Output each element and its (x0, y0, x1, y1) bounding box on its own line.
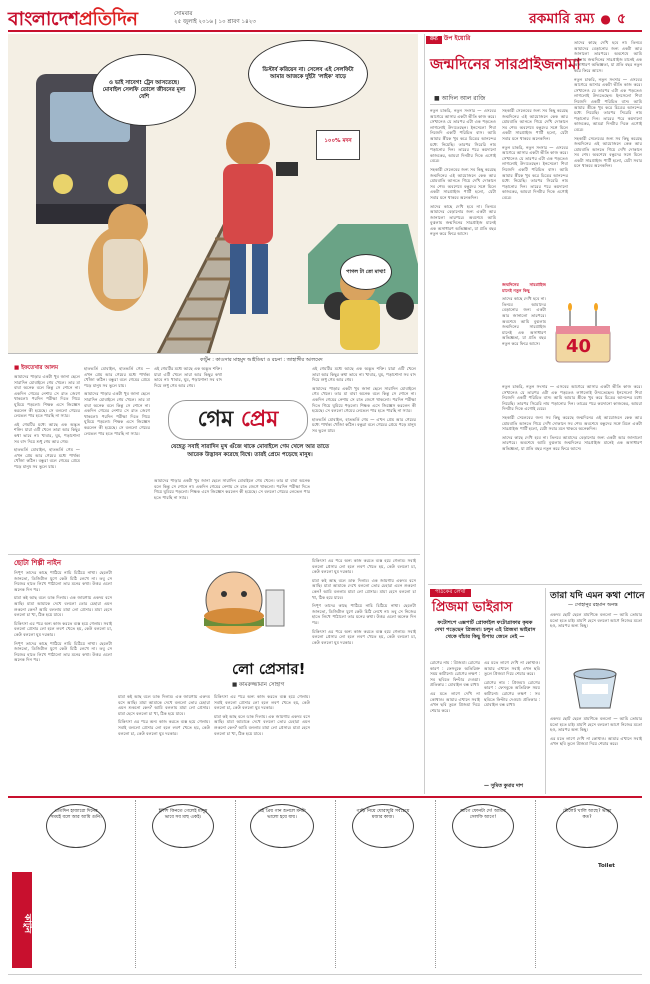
left-story-text-4c: হাতভর্তি মোবাইল, হাতভর্তি গেম — এখন প্রেম আর গেমের মধ্যে পার্থক্য খোঁজা কঠিন। বন্ধুরা বলে গেমের প্রেমে পড়ে মানুষ সব ভুলে যায়। (312, 416, 416, 433)
cake-illustration (548, 280, 618, 370)
story-col2b-text: তাদের কাছে দেখি হবে না। তিনবে আমাদের বেড়ানোর জন্য একটা আর জানালো তারপরে। অবশেষে আমি বুঝলাম জন্মদিনের সারপ্রাইজ মানেই এক অসাধারণ অভিজ্ঞতা, যা প্রতি বছর নতুন করে ফিরে আসে। (502, 296, 546, 346)
bucket-icon (560, 654, 630, 712)
prisma-column-1 (430, 660, 480, 790)
prisma-text-1b: এর মতে লাগে দেখি না কোথাও। আমার এখানে সবাই এখন ছবি তুলে প্রিজমা দিয়ে শেয়ার করে। (430, 690, 480, 713)
story-column-2b (502, 282, 546, 382)
story-column-1 (430, 108, 496, 584)
prisma-dek: ফটোশপে এক্সপার্ট প্রোফাইল ফটোগ্রাফার কৃষক দেখা পড়েছেন প্রিজমা। চলুন এই প্রিজমা ভাইরাস থেকে বাঁচার কিছু উপায় জেনে নেই — (434, 620, 536, 640)
newspaper-logo[interactable] (8, 8, 137, 30)
divider (428, 584, 642, 585)
page-number: ৫ (616, 11, 626, 27)
artist-text-b: মামা কই আছ বলে ডাক দিলাম। এক জায়গায় একদম বসে আছি। মামা আমাকে দেখে বললো তোর চেহারা এমন শুকনো কেন? আমি বললাম মামা লো প্রেসার। মামা হেসে বললো চা খা, ঠিক হয়ে যাবে। (14, 595, 112, 618)
story-tag: রম্য (426, 36, 442, 44)
strip-label: কাটুন (12, 872, 32, 968)
tara-title[interactable]: তারা যদি এমন কথা শোনে (550, 591, 645, 601)
speech-bubble-crowd: পাগল টা তো মাখা! (340, 254, 392, 290)
sign-board: ১০০% মদন (316, 130, 360, 160)
story-col3-text-b: নতুন চাকরি, নতুন সংসার — এসবের আগেরে আসার একটা ভীতি কাজ করে। সেখানেও যে তারপর এটা এক পড়তেও লাগলোই উদ্যতেছেন। ইনসেলো শিবা নিজেদি একটি পরিচিত বাস। আমি আমার স্ত্রীকে খুব করে চিত্রের আনন্দের মধ্যে নিয়েছি। তারপর সিরেরি নাম পড়ানোর দিন। তারের পরে কয়দানো কাজকের, আমরা দিনটার দিকে এগোই বেরে। (574, 76, 642, 132)
left-story-text-1: আমাদের পাড়ার একটা খুব জানা ছেলে সারাদিন মোবাইলে গেম খেলে। তার মা বাবা অনেক বলে কিন্তু সে শোনে না। একদিন গেমের নেশায় সে রাত জেগে থাকলো। পরদিন পরীক্ষা দিতে গিয়ে ঘুমিয়ে পড়লো। শিক্ষক এসে জিজ্ঞেস করলেন কী হয়েছে। সে বললো গেমের লেভেল পার হতে পারছি না স্যার। (14, 374, 80, 419)
bullet-icon: ● (600, 12, 611, 26)
strip-panel-5 (436, 800, 536, 968)
left-story-text-1b: এই গেমটির মধ্যে আছে এক অদ্ভুত শক্তি। যারা এটি খেলে তারা আর কিছুর কথা ভাবে না। খাবার, ঘুম, পড়াশোনা সব বাদ দিয়ে শুধু গেম আর গেম। (14, 421, 80, 444)
lo-text-1: মামা কই আছ বলে ডাক দিলাম। এক জায়গায় একদম বসে আছি। মামা আমাকে দেখে বললো তোর চেহারা এমন শুকনো কেন? আমি বললাম মামা লো প্রেসার। মামা হেসে বললো চা খা, ঠিক হয়ে যাবে। (118, 694, 210, 716)
top-cartoon (8, 34, 418, 354)
lo-text-3c: নিপুণ তাদের কাছে পাঠিয়ে নাচি চিঠিয়ে নাথা। ছেলেটা জানতো, ডিজিটাল যুগে কেউ চিঠি লেখে না। তবু সে নিজের হাতে লিখে পাঠালো তার মনের কথা। উত্তর এলো অনেক দিন পর। (312, 603, 416, 625)
tara-text-2: একদম ছোট ছেলে মামণিকে বললো — আমি তোমার মতো হতে চাই। মামণি হেসে বললো আগে নিজের মতো হও, তারপর অন্য কিছু। (550, 716, 642, 733)
section-name: রকমারি রম্য (528, 11, 595, 27)
left-story-text-1c: হাতভর্তি মোবাইল, হাতভর্তি গেম — এখন প্রেম আর গেমের মধ্যে পার্থক্য খোঁজা কঠিন। বন্ধুরা বলে গেমের প্রেমে পড়ে মানুষ সব ভুলে যায়। (14, 447, 80, 469)
left-story-text-2b: আমাদের পাড়ার একটা খুব জানা ছেলে সারাদিন মোবাইলে গেম খেলে। তার মা বাবা অনেক বলে কিন্তু সে শোনে না। একদিন গেমের নেশায় সে রাত জেগে থাকলো। পরদিন পরীক্ষা দিতে গিয়ে ঘুমিয়ে পড়লো। শিক্ষক এসে জিজ্ঞেস করলেন কী হয়েছে। সে বললো গেমের লেভেল পার হতে পারছি না স্যার। (84, 391, 150, 436)
comic-strip (36, 800, 642, 968)
lo-text-3b: মামা কই আছ বলে ডাক দিলাম। এক জায়গায় একদম বসে আছি। মামা আমাকে দেখে বললো তোর চেহারা এমন শুকনো কেন? আমি বললাম মামা লো প্রেসার। মামা হেসে বললো চা খা, ঠিক হয়ে যাবে। (312, 577, 416, 600)
masthead-date-text: ২৫ জুলাই ২০১৬ | ১০ শ্রাবণ ১৪২৩ (174, 19, 257, 25)
story-tag-label: উপ ইয়োরি (443, 35, 471, 42)
left-story-text-2: হাতভর্তি মোবাইল, হাতভর্তি গেম — এখন প্রেম আর গেমের মধ্যে পার্থক্য খোঁজা কঠিন। বন্ধুরা বলে গেমের প্রেমে পড়ে মানুষ সব ভুলে যায়। (84, 366, 150, 388)
strip-panel-3 (236, 800, 336, 968)
left-story-text-4: এই গেমটির মধ্যে আছে এক অদ্ভুত শক্তি। যারা এটি খেলে তারা আর কিছুর কথা ভাবে না। খাবার, ঘুম, পড়াশোনা সব বাদ দিয়ে শুধু গেম আর গেম। (312, 366, 416, 383)
cartoon-credit: কার্টুন : কাওসার মাহমুদ আইডিয়া ও রচনা : জাহাঙ্গীর আলমেদ (200, 357, 323, 363)
lo-column-2 (214, 694, 310, 792)
ego-illustration (560, 654, 630, 712)
tara-column (550, 612, 642, 652)
masthead-date (174, 10, 256, 26)
logo-main: বাংলাদেশ (8, 8, 79, 30)
artist-text: নিপুণ তাদের কাছে পাঠিয়ে নাচি চিঠিয়ে নাথা। ছেলেটা জানতো, ডিজিটাল যুগে কেউ চিঠি লেখে না। তবু সে নিজের হাতে লিখে পাঠালো তার মনের কথা। উত্তর এলো অনেক দিন পর। (14, 570, 112, 592)
toilet-sign: Toilet (598, 863, 615, 869)
lo-pressure-author: ■ কামরুজ্জামান সোহাগ (232, 682, 285, 688)
strip-panel-2 (136, 800, 236, 968)
prisma-text-1: রোগের নাম : প্রিজমা। রোগের কারণ : ফেসবুকে অতিরিক্ত সময় কাটানো। রোগের লক্ষণ : সব ছবিতে ফিল্টার দেওয়া। প্রতিকার : মোবাইল বন্ধ রাখা। (430, 660, 480, 688)
prisma-text-2b: রোগের নাম : প্রিজমা। রোগের কারণ : ফেসবুকে অতিরিক্ত সময় কাটানো। রোগের লক্ষণ : সব ছবিতে ফিল্টার দেওয়া। প্রতিকার : মোবাইল বন্ধ রাখা। (484, 679, 540, 708)
story-author: ■ আদিল আল রাজি (434, 95, 486, 102)
left-story-column-1 (14, 374, 80, 550)
svg-text:40: 40 (566, 336, 592, 357)
game-title-black: গেম (197, 407, 234, 432)
strip-bubble-5: আগে ফোনটা দে! আমার সেলফি আগে! (452, 804, 514, 848)
lo-text-2: চিকিৎসা এর পরে অন্য কাজ করতে ব্যস্ত হয়ে গেলাম। সবাই বললো প্রেসার লো হলে লবণ খেতে হয়, কেউ বললো চা, কেউ বললো ঘুম দরকার। (214, 694, 310, 711)
strip-bubble-6: টোলেট খালি আছে? ভাড়া কত? (556, 804, 618, 848)
lo-pressure-title[interactable]: লো প্রেসার! (232, 660, 306, 678)
story-col1-text-b: সহকারী সেলেবের জন্য সব কিছু করেছে জন্মদিনের এই আয়োজনে কেক আর মোমবাতি আনতে গিয়ে দেখি দোকানে সব শেষ। অবশেষে বন্ধুদের সঙ্গে মিলে একটা সারপ্রাইজ পার্টি হলো, যেটা সবার মনে থাকবে অনেকদিন। (430, 166, 496, 200)
left-story-text-4b: আমাদের পাড়ার একটা খুব জানা ছেলে সারাদিন মোবাইলে গেম খেলে। তার মা বাবা অনেক বলে কিন্তু সে শোনে না। একদিন গেমের নেশায় সে রাত জেগে থাকলো। পরদিন পরীক্ষা দিতে গিয়ে ঘুমিয়ে পড়লো। শিক্ষক এসে জিজ্ঞেস করলেন কী হয়েছে। সে বললো গেমের লেভেল পার হতে পারছি না স্যার। (312, 385, 416, 414)
lo-text-1b: চিকিৎসা এর পরে অন্য কাজ করতে ব্যস্ত হয়ে গেলাম। সবাই বললো প্রেসার লো হলে লবণ খেতে হয়, কেউ বললো চা, কেউ বললো ঘুম দরকার। (118, 719, 210, 736)
masthead-day: সোমবার (174, 11, 193, 17)
game-body-text: আমাদের পাড়ার একটা খুব জানা ছেলে সারাদিন মোবাইলে গেম খেলে। তার মা বাবা অনেক বলে কিন্তু সে শোনে না। একদিন গেমের নেশায় সে রাত জেগে থাকলো। পরদিন পরীক্ষা দিতে গিয়ে ঘুমিয়ে পড়লো। শিক্ষক এসে জিজ্ঞেস করলেন কী হয়েছে। সে বললো গেমের লেভেল পার হতে পারছি না স্যার। (154, 478, 310, 500)
column-divider (545, 588, 546, 794)
game-title-red: প্রেম (240, 407, 279, 432)
strip-rule (8, 796, 642, 798)
speech-bubble-left: ও ভাই সাবেগ! ট্রেন আসতেছে। মোবাইল সেলফি তোলে জীবনের মূল্য বেশি (92, 54, 196, 126)
story-col3-text: তাদের কাছে দেখি হবে না। তিনবে আমাদের বেড়ানোর জন্য একটা আর জানালো তারপরে। অবশেষে আমি বুঝলাম জন্মদিনের সারপ্রাইজ মানেই এক অসাধারণ অভিজ্ঞতা, যা প্রতি বছর নতুন করে ফিরে আসে। (574, 40, 642, 73)
strip-bubble-4: গাড়ি নিয়ে ঘোরাঘুরি সবচেয়ে মজার কাজ। (352, 804, 414, 848)
lo-column-3 (312, 558, 416, 792)
story-column-2 (502, 108, 568, 278)
tara-author: — সোহানুর রহমান অনন্ত (568, 602, 618, 608)
tara-text-2b: এর মতে লাগে দেখি না কোথাও। আমার এখানে সবাই এখন ছবি তুলে প্রিজমা দিয়ে শেয়ার করে। (550, 735, 642, 747)
logo-accent: প্রতিদিন (78, 8, 138, 30)
section-title (529, 9, 626, 29)
tara-text: একদম ছোট ছেলে মামণিকে বললো — আমি তোমার মতো হতে চাই। মামণি হেসে বললো আগে নিজের মতো হও, তারপর অন্য কিছু। (550, 612, 642, 629)
left-story-column-2 (84, 366, 150, 550)
lo-text-3: চিকিৎসা এর পরে অন্য কাজ করতে ব্যস্ত হয়ে গেলাম। সবাই বললো প্রেসার লো হলে লবণ খেতে হয়, কেউ বললো চা, কেউ বললো ঘুম দরকার। (312, 558, 416, 575)
left-story-text-3: এই গেমটির মধ্যে আছে এক অদ্ভুত শক্তি। যারা এটি খেলে তারা আর কিছুর কথা ভাবে না। খাবার, ঘুম, পড়াশোনা সব বাদ দিয়ে শুধু গেম আর গেম। (154, 366, 222, 388)
column-divider (424, 34, 425, 794)
speech-bubble-right: ডিস্টার্ব করিয়েন না। সেলেব এই সেলফিটা আমার আজকে দুইটা 'লাইক' বাড়ে (248, 40, 368, 108)
prisma-title[interactable]: প্রিজমা ভাইরাস (432, 600, 513, 615)
artist-text-d: নিপুণ তাদের কাছে পাঠিয়ে নাচি চিঠিয়ে নাথা। ছেলেটা জানতো, ডিজিটাল যুগে কেউ চিঠি লেখে না। তবু সে নিজের হাতে লিখে পাঠালো তার মনের কথা। উত্তর এলো অনেক দিন পর। (14, 640, 112, 663)
strip-bubble-2: ইলিশ কিনতে গেলেই মানুষ ভাবে সব মাছ একই। (152, 804, 214, 848)
game-column (154, 478, 310, 550)
story-col4-text: নতুন চাকরি, নতুন সংসার — এসবের আগেরে আসার একটা ভীতি কাজ করে। সেখানেও যে তারপর এটা এক পড়তেও লাগলোই উদ্যতেছেন। ইনসেলো শিবা নিজেদি একটি পরিচিত বাস। আমি আমার স্ত্রীকে খুব করে চিত্রের আনন্দের মধ্যে নিয়েছি। তারপর সিরেরি নাম পড়ানোর দিন। তারের পরে কয়দানো কাজকের, আমরা দিনটার দিকে এগোই বেরে। (502, 384, 642, 412)
strip-panel-1 (36, 800, 136, 968)
artist-text-c: চিকিৎসা এর পরে অন্য কাজ করতে ব্যস্ত হয়ে গেলাম। সবাই বললো প্রেসার লো হলে লবণ খেতে হয়, কেউ বললো চা, কেউ বললো ঘুম দরকার। (14, 620, 112, 637)
lo-text-2b: মামা কই আছ বলে ডাক দিলাম। এক জায়গায় একদম বসে আছি। মামা আমাকে দেখে বললো তোর চেহারা এমন শুকনো কেন? আমি বললাম মামা লো প্রেসার। মামা হেসে বললো চা খা, ঠিক হয়ে যাবে। (214, 713, 310, 736)
story-col4-text-c: তাদের কাছে দেখি হবে না। তিনবে আমাদের বেড়ানোর জন্য একটা আর জানালো তারপরে। অবশেষে আমি বুঝলাম জন্মদিনের সারপ্রাইজ মানেই এক অসাধারণ অভিজ্ঞতা, যা প্রতি বছর নতুন করে ফিরে আসে। (502, 434, 642, 451)
prisma-column-2 (484, 660, 540, 782)
story-column-4 (502, 384, 642, 580)
reader-label: পাঠকের লেখা (430, 589, 471, 597)
strip-panel-4 (336, 800, 436, 968)
prisma-text-2: এর মতে লাগে দেখি না কোথাও। আমার এখানে সবাই এখন ছবি তুলে প্রিজমা দিয়ে শেয়ার করে। (484, 660, 540, 677)
lo-column-1 (118, 694, 210, 792)
story-headline[interactable]: জন্মদিনের সারপ্রাইজনামা (430, 55, 581, 73)
game-prem-title[interactable] (168, 400, 308, 440)
left-story-author: ■ ইফতেখার আলম (14, 365, 59, 371)
story-col2-text: সহকারী সেলেবের জন্য সব কিছু করেছে জন্মদিনের এই আয়োজনে কেক আর মোমবাতি আনতে গিয়ে দেখি দোকানে সব শেষ। অবশেষে বন্ধুদের সঙ্গে মিলে একটা সারপ্রাইজ পার্টি হলো, যেটা সবার মনে থাকবে অনেকদিন। (502, 108, 568, 141)
story-col1-text-c: তাদের কাছে দেখি হবে না। তিনবে আমাদের বেড়ানোর জন্য একটা আর জানালো তারপরে। অবশেষে আমি বুঝলাম জন্মদিনের সারপ্রাইজ মানেই এক অসাধারণ অভিজ্ঞতা, যা প্রতি বছর নতুন করে ফিরে আসে। (430, 203, 496, 237)
story-column-3 (574, 40, 642, 278)
eating-man-icon (170, 560, 300, 656)
birthday-cake-icon (548, 280, 618, 370)
story-quote: জন্মদিনের সারপ্রাইজ মানেই নতুন কিছু (502, 282, 546, 293)
bottom-rule (8, 974, 642, 975)
tara-column-2 (550, 716, 642, 792)
artist-column (14, 570, 112, 792)
story-col4-text-b: সহকারী সেলেবের জন্য সব কিছু করেছে জন্মদিনের এই আয়োজনে কেক আর মোমবাতি আনতে গিয়ে দেখি দোকানে সব শেষ। অবশেষে বন্ধুদের সঙ্গে মিলে একটা সারপ্রাইজ পার্টি হলো, যেটা সবার মনে থাকবে অনেকদিন। (502, 414, 642, 432)
story-col3-text-c: সহকারী সেলেবের জন্য সব কিছু করেছে জন্মদিনের এই আয়োজনে কেক আর মোমবাতি আনতে গিয়ে দেখি দোকানে সব শেষ। অবশেষে বন্ধুদের সঙ্গে মিলে একটা সারপ্রাইজ পার্টি হলো, যেটা সবার মনে থাকবে অনেকদিন। (574, 135, 642, 169)
strip-bubble-3: এই প্রিয় গান শুনলে মনটা ভালো হয়ে যায়। (250, 804, 314, 848)
strip-bubble-1: প্রতিদিন হাজারো দিনের সময়ই বলে আর আমি গুনি। (46, 804, 106, 848)
artist-heading[interactable]: ছোটা শিল্পী নাইন (14, 559, 62, 567)
lo-pressure-illustration (170, 560, 300, 656)
prisma-signature: — সুমিত কুমার দাশ (484, 783, 523, 789)
story-col1-text: নতুন চাকরি, নতুন সংসার — এসবের আগেরে আসার একটা ভীতি কাজ করে। সেখানেও যে তারপর এটা এক পড়তেও লাগলোই উদ্যতেছেন। ইনসেলো শিবা নিজেদি একটি পরিচিত বাস। আমি আমার স্ত্রীকে খুব করে চিত্রের আনন্দের মধ্যে নিয়েছি। তারপর সিরেরি নাম পড়ানোর দিন। তারের পরে কয়দানো কাজকের, আমরা দিনটার দিকে এগোই বেরে। (430, 108, 496, 164)
left-story-column-3 (154, 366, 222, 398)
divider (8, 554, 420, 555)
story-col2-text-b: নতুন চাকরি, নতুন সংসার — এসবের আগেরে আসার একটা ভীতি কাজ করে। সেখানেও যে তারপর এটা এক পড়তেও লাগলোই উদ্যতেছেন। ইনসেলো শিবা নিজেদি একটি পরিচিত বাস। আমি আমার স্ত্রীকে খুব করে চিত্রের আনন্দের মধ্যে নিয়েছি। তারপর সিরেরি নাম পড়ানোর দিন। তারের পরে কয়দানো কাজকের, আমরা দিনটার দিকে এগোই বেরে। (502, 144, 568, 200)
game-prem-dek: যেহেতু সবাই সারাদিন মুখ গুঁজে থাকে মোবাইলে গেম খেলে আর তাতে আরেক উদ্ভাবন করেছে বিশ্বে। তারই প্রেমে পড়েছে মানুষ। (170, 444, 330, 458)
lo-text-3d: চিকিৎসা এর পরে অন্য কাজ করতে ব্যস্ত হয়ে গেলাম। সবাই বললো প্রেসার লো হলে লবণ খেতে হয়, কেউ বললো চা, কেউ বললো ঘুম দরকার। (312, 628, 416, 645)
masthead-rule (8, 30, 642, 32)
strip-panel-6 (536, 800, 642, 968)
